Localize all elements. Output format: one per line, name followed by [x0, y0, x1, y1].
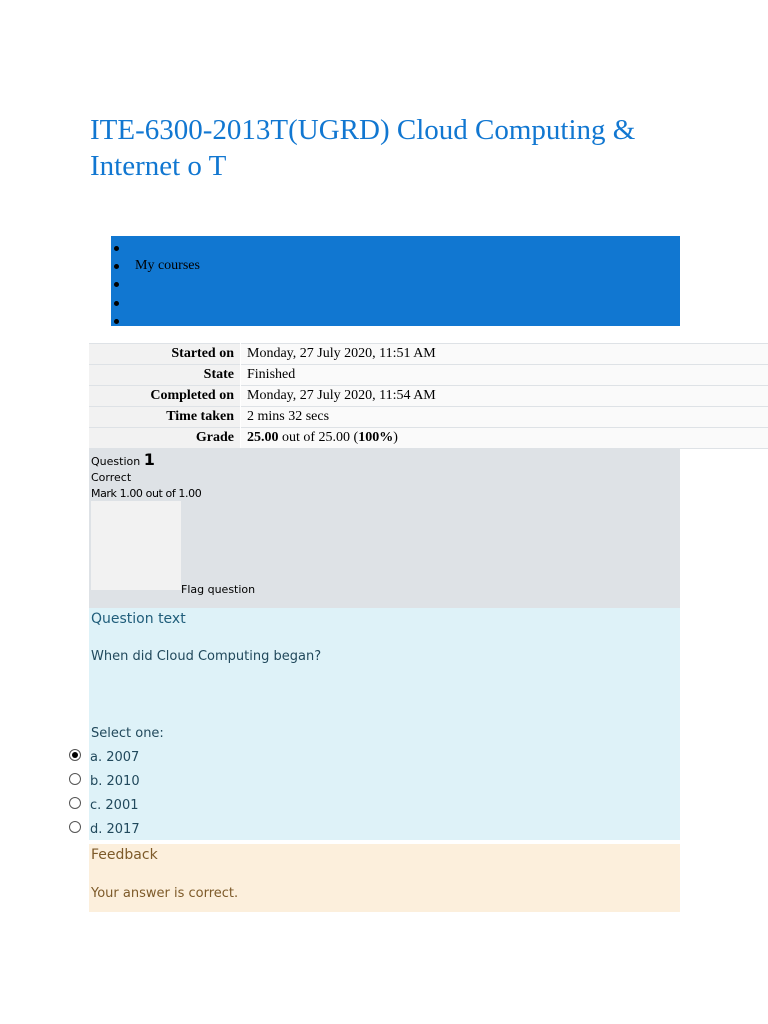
- bullet-icon: [114, 301, 119, 306]
- grade-score: 25.00: [247, 430, 279, 445]
- question-text-heading: Question text: [91, 611, 186, 627]
- summary-row-state: [89, 365, 768, 386]
- flag-icon[interactable]: [91, 501, 181, 590]
- nav-item[interactable]: [111, 294, 680, 312]
- summary-value: Monday, 27 July 2020, 11:51 AM: [241, 344, 768, 365]
- summary-value: 2 mins 32 secs: [241, 407, 768, 428]
- flag-question-link[interactable]: Flag question: [181, 583, 256, 596]
- navbar: [111, 236, 680, 326]
- nav-item[interactable]: [111, 275, 680, 293]
- summary-label: Started on: [89, 344, 241, 365]
- summary-row-grade: [89, 428, 768, 449]
- grade-close: ): [393, 430, 398, 445]
- summary-value: Monday, 27 July 2020, 11:54 AM: [241, 386, 768, 407]
- radio-option-c[interactable]: [69, 797, 81, 809]
- nav-item[interactable]: [111, 239, 680, 257]
- summary-label: Completed on: [89, 386, 241, 407]
- question-text: When did Cloud Computing began?: [91, 649, 322, 664]
- radio-option-b[interactable]: [69, 773, 81, 785]
- summary-row-completed: [89, 386, 768, 407]
- radio-option-d[interactable]: [69, 821, 81, 833]
- option-label-d[interactable]: d. 2017: [90, 822, 140, 837]
- question-formulation: [89, 608, 680, 840]
- grade-out-of: out of 25.00 (: [278, 430, 359, 445]
- bullet-icon: [114, 246, 119, 251]
- grade-percent: 100%: [358, 430, 394, 445]
- summary-label: State: [89, 365, 241, 386]
- question-grade: Mark 1.00 out of 1.00: [91, 487, 202, 500]
- quiz-summary-table: [89, 343, 768, 449]
- nav-item-my-courses[interactable]: [111, 257, 680, 275]
- nav-item-label: My courses: [135, 258, 200, 274]
- feedback-heading: Feedback: [91, 847, 158, 863]
- bullet-icon: [114, 264, 119, 269]
- question-info: [89, 448, 680, 608]
- bullet-icon: [114, 282, 119, 287]
- course-title: ITE-6300-2013T(UGRD) Cloud Computing & Internet o T: [90, 114, 636, 182]
- radio-option-a[interactable]: [69, 749, 81, 761]
- bullet-icon: [114, 319, 119, 324]
- feedback-text: Your answer is correct.: [91, 886, 239, 901]
- nav-item[interactable]: [111, 312, 680, 330]
- question-state: Correct: [91, 471, 132, 484]
- summary-row-time-taken: [89, 407, 768, 428]
- nav-list: [111, 236, 680, 330]
- question-number: Question 1: [91, 450, 155, 469]
- summary-value: Finished: [241, 365, 768, 386]
- option-label-c[interactable]: c. 2001: [90, 798, 139, 813]
- summary-label: Time taken: [89, 407, 241, 428]
- answer-prompt: Select one:: [91, 726, 164, 741]
- option-label-a[interactable]: a. 2007: [90, 750, 140, 765]
- option-label-b[interactable]: b. 2010: [90, 774, 140, 789]
- feedback-panel: [89, 844, 680, 912]
- summary-label: Grade: [89, 428, 241, 449]
- summary-row-started: [89, 344, 768, 365]
- summary-value: [241, 428, 768, 449]
- question-number-value: 1: [143, 450, 155, 469]
